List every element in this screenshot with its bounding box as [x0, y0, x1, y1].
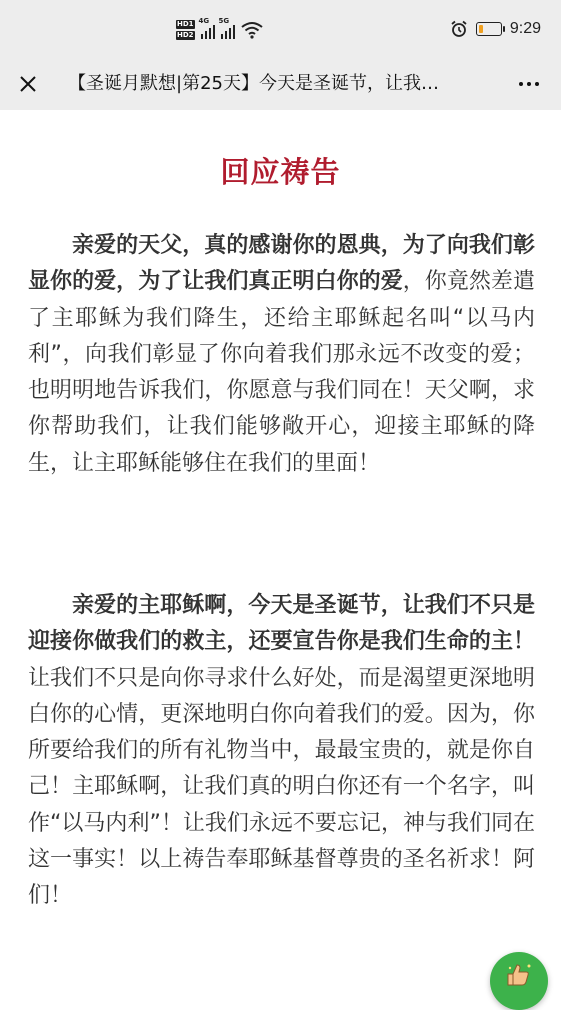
like-button[interactable]	[490, 952, 548, 1010]
status-icons	[176, 16, 263, 44]
wifi-icon	[241, 21, 263, 39]
thumbs-up-icon	[503, 960, 535, 992]
hd1-badge: HD1	[177, 20, 194, 28]
network-type-1: 4G	[198, 17, 210, 25]
battery-level	[479, 25, 483, 33]
prayer-paragraph-1	[28, 228, 535, 482]
paragraph-1-bold: 亲爱的天父，真的感谢你的恩典，为了向我们彰显你的爱，为了让我们真正明白你的爱	[28, 233, 535, 295]
battery-icon	[476, 22, 502, 36]
hd2-badge: HD2	[177, 31, 194, 39]
paragraph-2-text: 让我们不只是向你寻求什么好处，而是渴望更深地明白你的心情，更深地明白你向着我们的爱。因为，你所要给我们的所有礼物当中，最最宝贵的，就是你自己！主耶稣啊，让我们真的明白你还有一个名字，叫作“以马内利”！让我们永远不要忘记，神与我们同在这一事实！以上祷告奉耶稣基督尊贵的圣名祈求！阿们！	[28, 665, 535, 909]
prayer-paragraph-2	[28, 588, 535, 915]
page-title: 【圣诞月默想|第25天】今天是圣诞节，让我…	[68, 73, 439, 94]
status-time: 9:29	[509, 20, 541, 37]
status-right	[450, 20, 541, 38]
hd-indicator	[176, 19, 195, 41]
close-icon	[18, 74, 38, 94]
more-button[interactable]	[511, 68, 547, 100]
paragraph-2-bold: 亲爱的主耶稣啊，今天是圣诞节，让我们不只是迎接你做我们的救主，还要宣告你是我们生命的主！	[28, 593, 535, 655]
article-heading: 回应祷告	[220, 155, 341, 189]
alarm-icon	[450, 20, 468, 38]
more-dots-icon	[519, 82, 539, 86]
signal-icon-1	[198, 17, 215, 39]
paragraph-1-text: ，你竟然差遣了主耶稣为我们降生，还给主耶稣起名叫“以马内利”，向我们彰显了你向着我们那永远不改变的爱；也明明地告诉我们，你愿意与我们同在！天父啊，求你帮助我们，让我们能够敞开心，迎接主耶稣的降生，让主耶稣能够住在我们的里面！	[28, 269, 535, 476]
nav-bar	[0, 60, 561, 110]
close-button[interactable]	[12, 68, 44, 100]
network-type-2: 5G	[218, 17, 230, 25]
signal-icon-2	[218, 17, 235, 39]
article-content	[0, 110, 561, 1000]
status-bar	[0, 0, 561, 60]
